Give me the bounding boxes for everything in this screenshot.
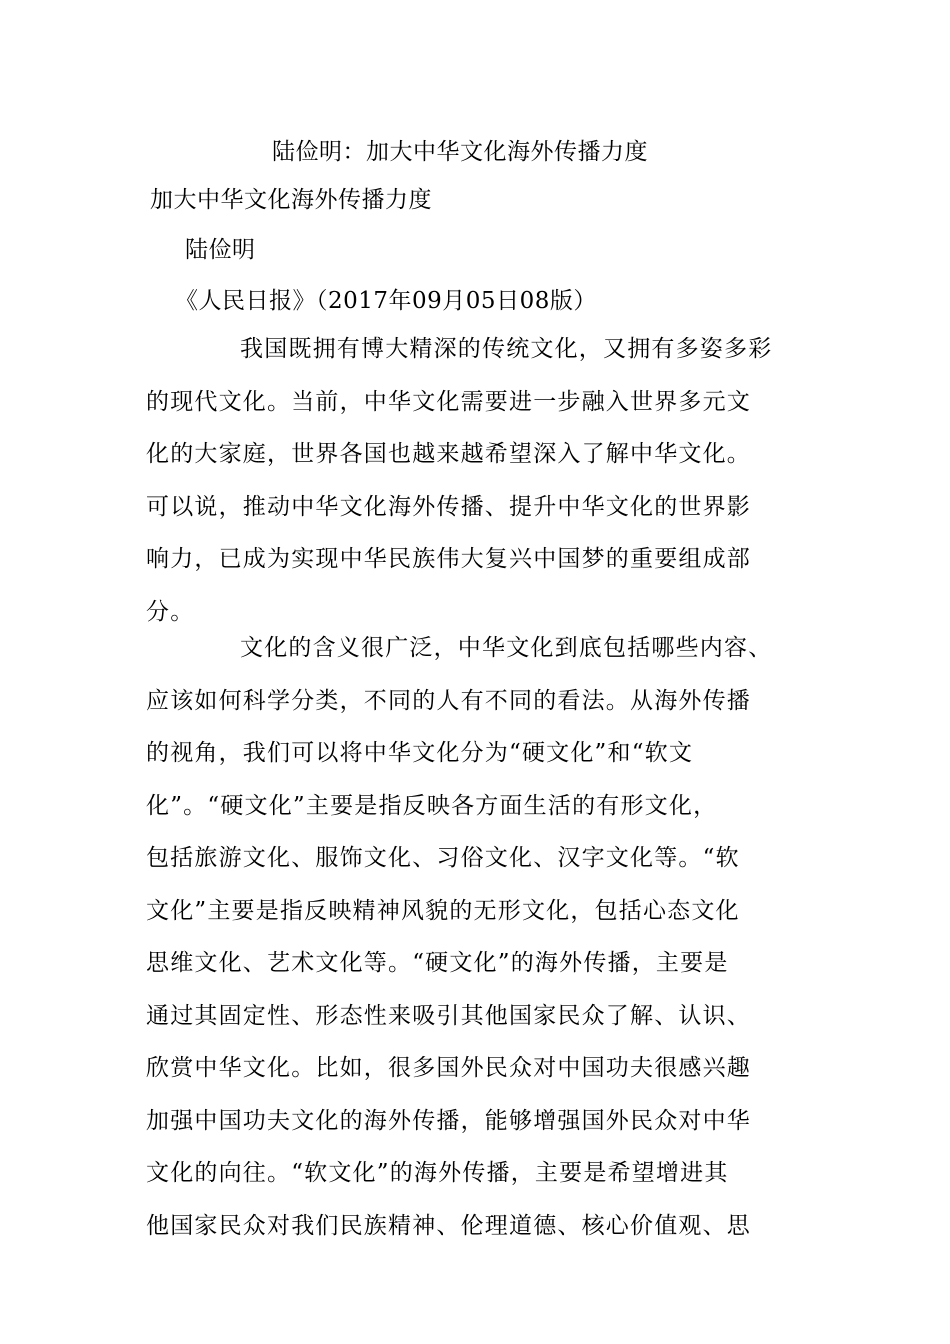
paragraph-line: 分。: [146, 598, 195, 625]
author-name: 陆俭明: [185, 237, 256, 263]
paragraph-line: 包括旅游文化、服饰文化、习俗文化、汉字文化等。“软: [146, 845, 740, 871]
paragraph-line: 通过其固定性、形态性来吸引其他国家民众了解、认识、: [146, 1002, 751, 1029]
paragraph-line: 他国家民众对我们民族精神、伦理道德、核心价值观、思: [146, 1212, 751, 1239]
paragraph-line: 的现代文化。当前，中华文化需要进一步融入世界多元文: [146, 388, 751, 415]
paragraph-line: 欣赏中华文化。比如，很多国外民众对中国功夫很感兴趣: [146, 1055, 751, 1081]
paragraph-line: 可以说，推动中华文化海外传播、提升中华文化的世界影: [146, 493, 751, 520]
document-title: 陆俭明：加大中华文化海外传播力度: [272, 139, 648, 165]
paragraph-line: 应该如何科学分类，不同的人有不同的看法。从海外传播: [146, 687, 751, 714]
paragraph-line: 响力，已成为实现中华民族伟大复兴中国梦的重要组成部: [146, 546, 751, 572]
paragraph-1: [146, 334, 806, 649]
paragraph-line: 文化的含义很广泛，中华文化到底包括哪些内容、: [240, 635, 773, 661]
paragraph-2: [146, 633, 806, 1263]
paragraph-line: 化”。“硬文化”主要是指反映各方面生活的有形文化，: [146, 792, 718, 819]
document-subtitle: 加大中华文化海外传播力度: [150, 187, 432, 213]
paragraph-line: 化的大家庭，世界各国也越来越希望深入了解中华文化。: [146, 441, 751, 467]
publication-source: 《人民日报》（2017年09月05日08版）: [175, 288, 597, 314]
paragraph-line: 加强中国功夫文化的海外传播，能够增强国外民众对中华: [146, 1107, 751, 1134]
paragraph-line: 文化”主要是指反映精神风貌的无形文化，包括心态文化: [146, 897, 740, 924]
paragraph-line: 的视角，我们可以将中华文化分为“硬文化”和“软文: [146, 740, 694, 766]
paragraph-line: 文化的向往。“软文化”的海外传播，主要是希望增进其: [146, 1160, 729, 1186]
paragraph-line: 我国既拥有博大精深的传统文化，又拥有多姿多彩: [240, 336, 773, 362]
paragraph-line: 思维文化、艺术文化等。“硬文化”的海外传播，主要是: [146, 950, 729, 976]
